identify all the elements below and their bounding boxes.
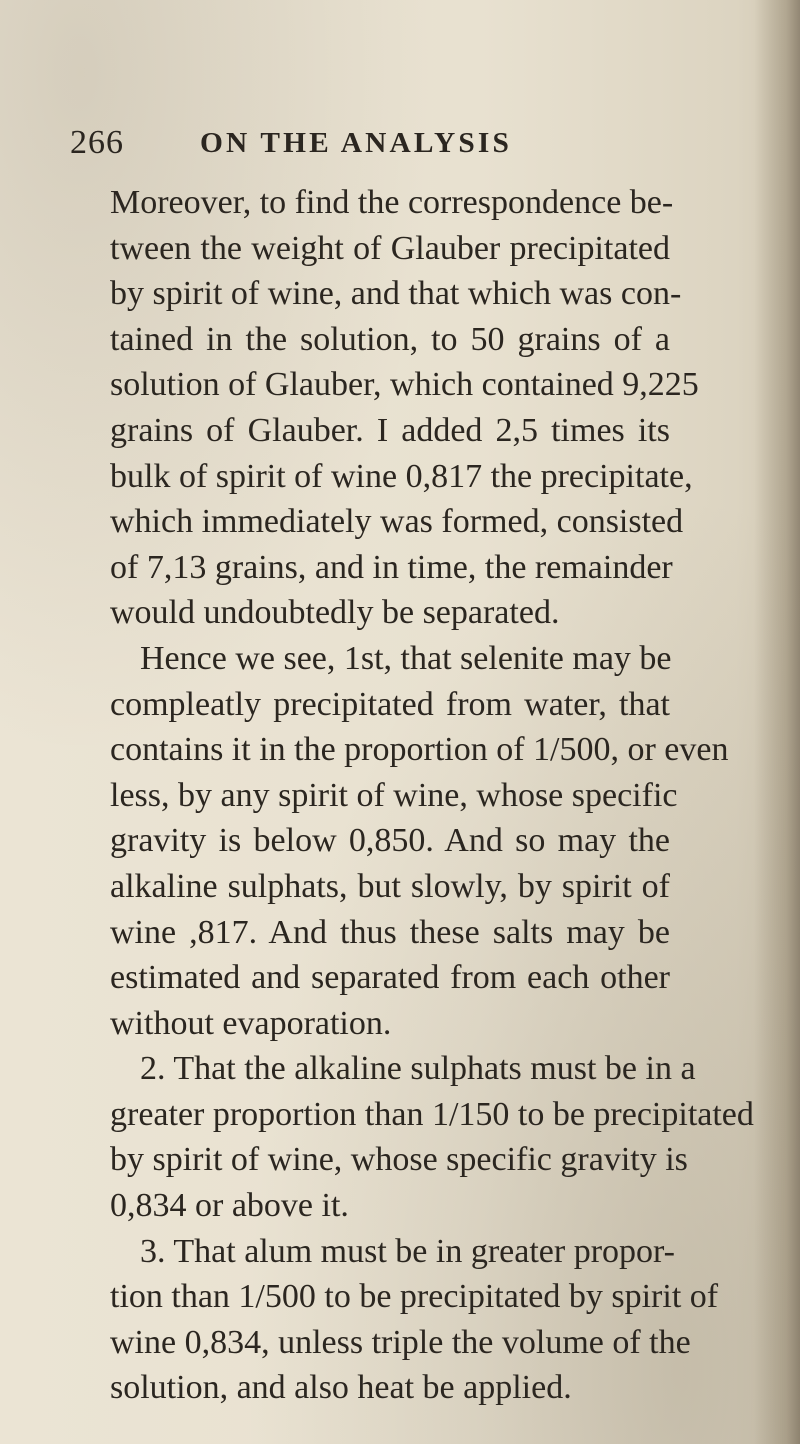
text-line: 0,834 or above it. <box>110 1187 349 1225</box>
page-edge-shadow <box>754 0 800 1444</box>
text-line: 3. That alum must be in greater propor- <box>140 1232 675 1270</box>
running-head: ON THE ANALYSIS <box>200 128 512 159</box>
text-line: grains of Glauber. I added 2,5 times its <box>110 411 670 449</box>
text-line: 2. That the alkaline sulphats must be in a <box>140 1050 696 1088</box>
text-line: less, by any spirit of wine, whose specific <box>110 776 678 814</box>
text-line: tained in the solution, to 50 grains of a <box>110 320 670 358</box>
text-line: estimated and separated from each other <box>110 959 670 997</box>
page-number: 266 <box>70 124 124 161</box>
text-line: without evaporation. <box>110 1004 392 1042</box>
text-line: by spirit of wine, and that which was con- <box>110 275 682 313</box>
text-line: wine 0,834, unless triple the volume of the <box>110 1323 691 1361</box>
page-header <box>70 118 710 168</box>
text-line: Moreover, to find the correspondence be- <box>110 184 674 221</box>
text-line: tion than 1/500 to be precipitated by spirit of <box>110 1278 719 1316</box>
text-line: compleatly precipitated from water, that <box>110 685 670 723</box>
text-line: solution, and also heat be applied. <box>110 1369 572 1407</box>
text-line: alkaline sulphats, but slowly, by spirit of <box>110 867 670 905</box>
text-line: tween the weight of Glauber precipitated <box>110 229 670 267</box>
text-line: bulk of spirit of wine 0,817 the precipitate, <box>110 457 693 495</box>
text-line: Hence we see, 1st, that selenite may be <box>140 639 672 677</box>
text-line: contains it in the proportion of 1/500, or even <box>110 731 729 769</box>
body-text <box>110 180 754 1411</box>
text-line: would undoubtedly be separated. <box>110 594 560 632</box>
text-line: solution of Glauber, which contained 9,225 <box>110 366 699 404</box>
text-line: by spirit of wine, whose specific gravity is <box>110 1141 688 1179</box>
text-line: gravity is below 0,850. And so may the <box>110 822 670 860</box>
text-line: wine ,817. And thus these salts may be <box>110 913 670 951</box>
text-line: which immediately was formed, consisted <box>110 503 684 541</box>
text-line: greater proportion than 1/150 to be precipitated <box>110 1095 754 1133</box>
text-line: of 7,13 grains, and in time, the remainder <box>110 548 673 586</box>
